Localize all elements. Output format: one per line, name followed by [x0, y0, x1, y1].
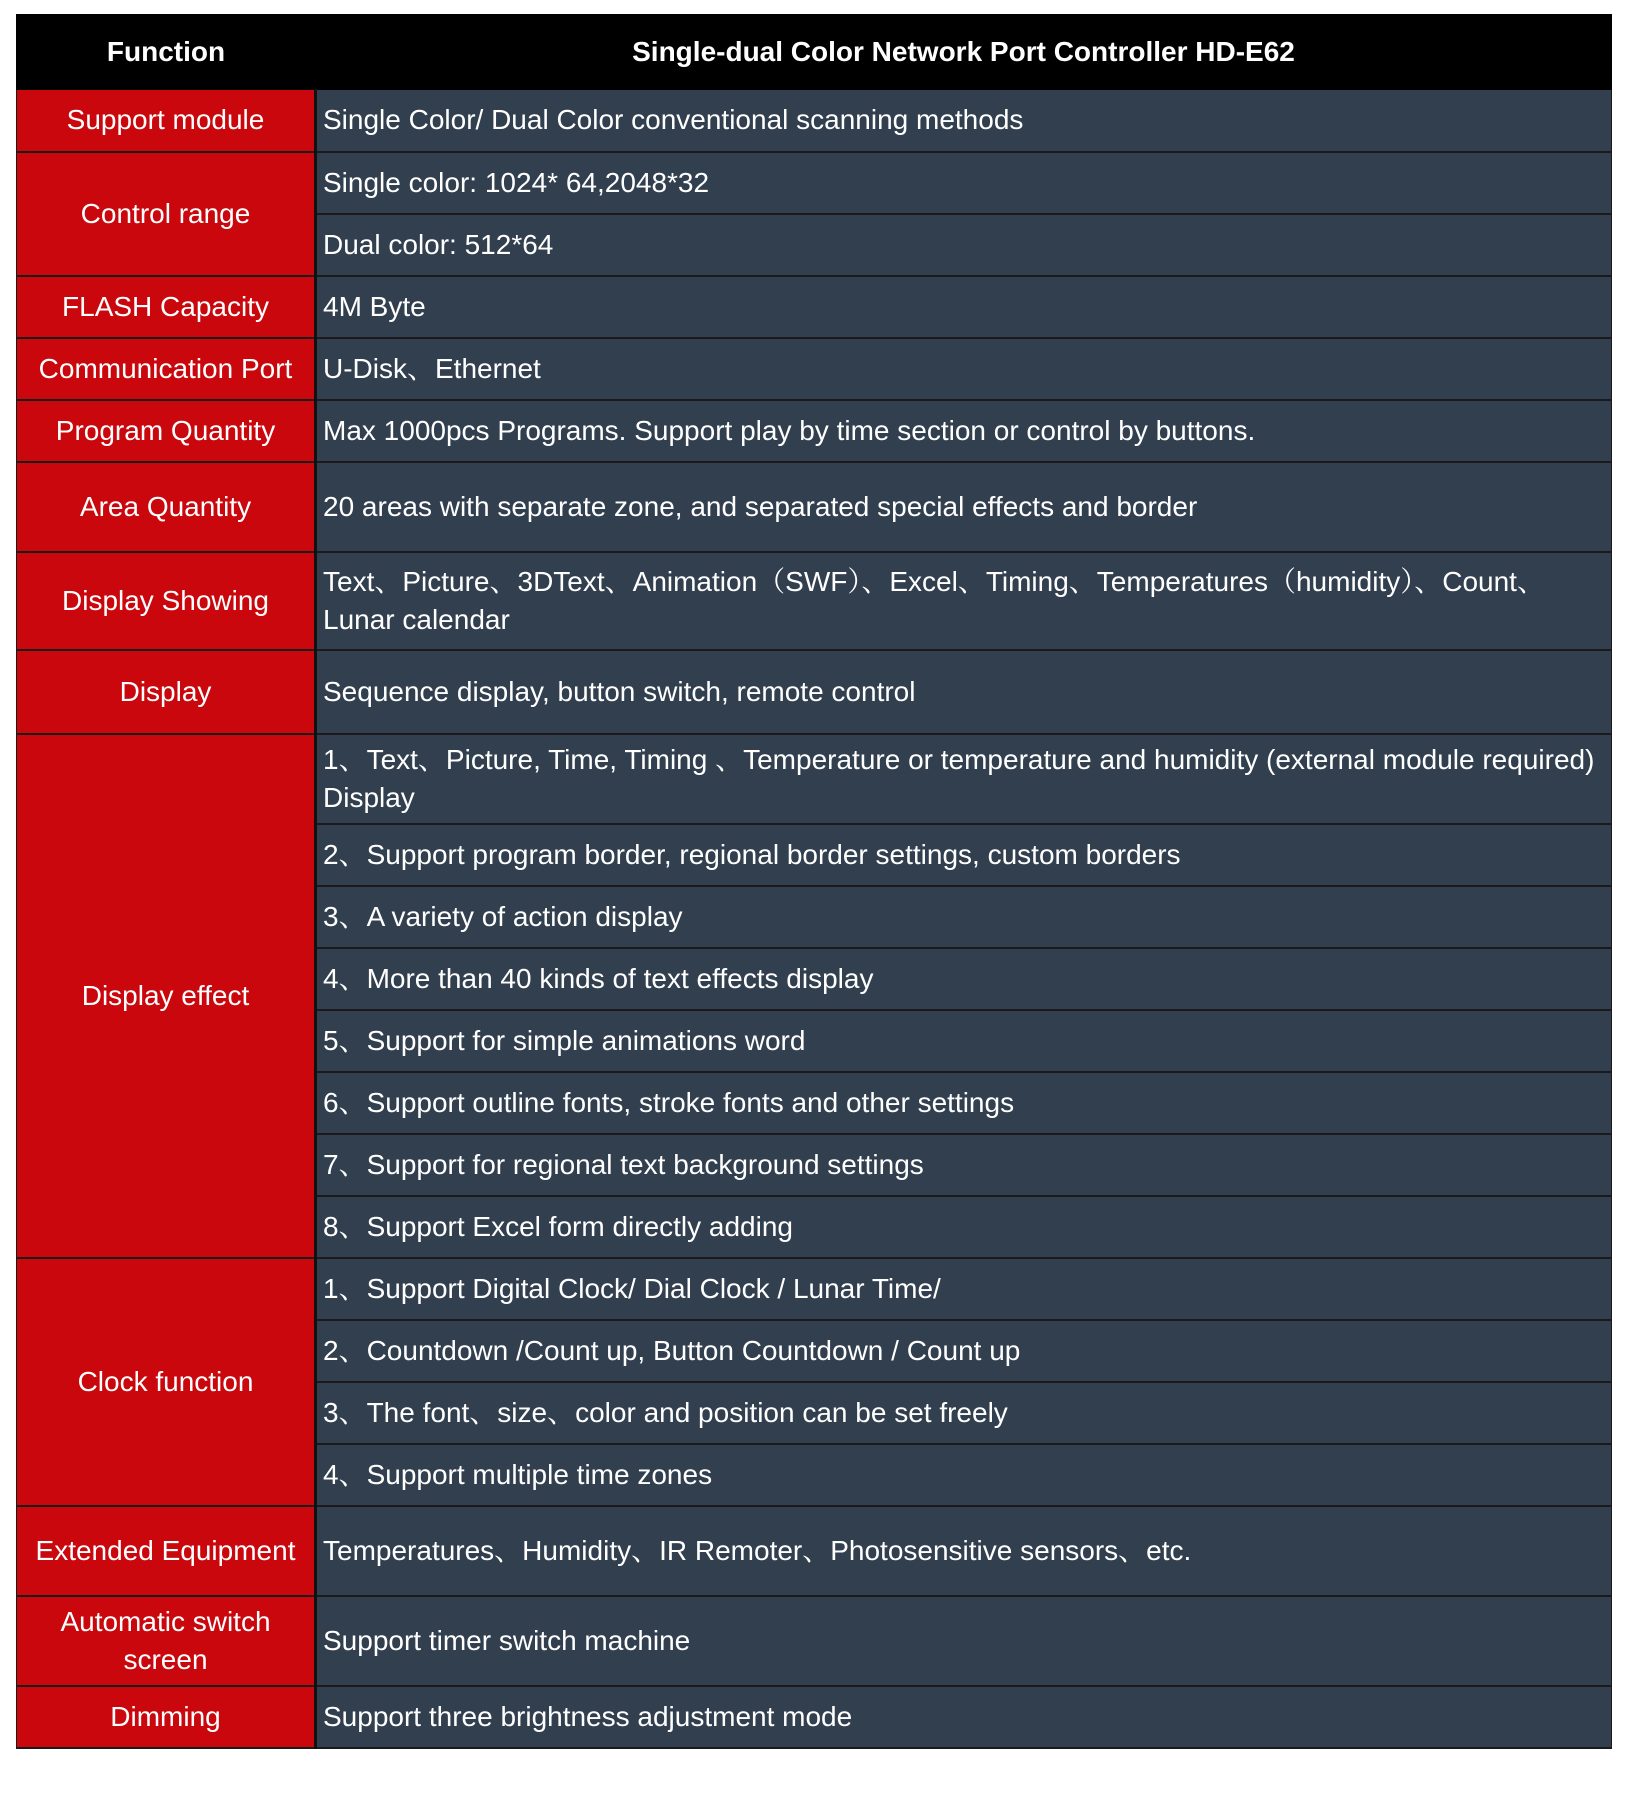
table-row	[17, 552, 1612, 650]
row-value	[316, 214, 1612, 276]
value-text: 4、More than 40 kinds of text effects display	[323, 962, 874, 994]
table-row	[17, 650, 1612, 734]
row-label: Clock function	[17, 1258, 316, 1506]
value-text: Sequence display, button switch, remote control	[323, 675, 916, 707]
column-header-product: Single-dual Color Network Port Controller HD-E62	[316, 15, 1612, 90]
table-row	[17, 1506, 1612, 1596]
row-value	[316, 1010, 1612, 1072]
row-value	[316, 1196, 1612, 1258]
row-value	[316, 650, 1612, 734]
row-value	[316, 462, 1612, 552]
value-text: 4M Byte	[323, 290, 426, 322]
spec-table	[16, 14, 1612, 1749]
table-row	[17, 338, 1612, 400]
row-value	[316, 90, 1612, 152]
table-row	[17, 276, 1612, 338]
row-value	[316, 824, 1612, 886]
row-label: Support module	[17, 90, 316, 152]
value-text: 6、Support outline fonts, stroke fonts and other settings	[323, 1086, 1015, 1118]
row-label: Area Quantity	[17, 462, 316, 552]
value-text: 1、Text、Picture, Time, Timing 、Temperature or temperature and humidity (external module required) Display	[323, 743, 1595, 813]
value-text: Support three brightness adjustment mode	[323, 1700, 853, 1732]
value-text: U-Disk、Ethernet	[323, 352, 541, 384]
table-header-row	[17, 15, 1612, 90]
value-text: 2、Support program border, regional border settings, custom borders	[323, 838, 1181, 870]
row-value	[316, 338, 1612, 400]
value-text: 3、A variety of action display	[323, 900, 683, 932]
row-label: Extended Equipment	[17, 1506, 316, 1596]
value-text: Max 1000pcs Programs. Support play by time section or control by buttons.	[323, 414, 1256, 446]
value-text: Single color: 1024* 64,2048*32	[323, 166, 710, 198]
row-label: Dimming	[17, 1686, 316, 1748]
table-row	[17, 152, 1612, 214]
value-text: Support timer switch machine	[323, 1624, 691, 1656]
row-label: Display	[17, 650, 316, 734]
row-value	[316, 1506, 1612, 1596]
value-text: 4、Support multiple time zones	[323, 1458, 713, 1490]
table-row	[17, 1686, 1612, 1748]
table-row	[17, 400, 1612, 462]
row-value	[316, 1382, 1612, 1444]
row-value	[316, 1258, 1612, 1320]
row-label: Control range	[17, 152, 316, 276]
value-text: 1、Support Digital Clock/ Dial Clock / Lunar Time/	[323, 1272, 941, 1304]
value-text: 5、Support for simple animations word	[323, 1024, 806, 1056]
table-row	[17, 90, 1612, 152]
row-value	[316, 1134, 1612, 1196]
row-value	[316, 400, 1612, 462]
table-row	[17, 462, 1612, 552]
row-value	[316, 734, 1612, 824]
table-row	[17, 1596, 1612, 1686]
row-value	[316, 1320, 1612, 1382]
value-text: 8、Support Excel form directly adding	[323, 1210, 793, 1242]
value-text: Temperatures、Humidity、IR Remoter、Photosensitive sensors、etc.	[323, 1534, 1192, 1566]
row-value	[316, 1072, 1612, 1134]
table-row	[17, 734, 1612, 824]
row-value	[316, 1444, 1612, 1506]
value-text: 20 areas with separate zone, and separated special effects and border	[323, 490, 1198, 522]
value-text: 7、Support for regional text background settings	[323, 1148, 924, 1180]
row-value	[316, 1596, 1612, 1686]
row-label: Display Showing	[17, 552, 316, 650]
row-label: Communication Port	[17, 338, 316, 400]
row-value	[316, 552, 1612, 650]
value-text: 3、The font、size、color and position can be set freely	[323, 1396, 1008, 1428]
value-text: Dual color: 512*64	[323, 228, 554, 260]
row-label: Display effect	[17, 734, 316, 1258]
row-value	[316, 948, 1612, 1010]
row-value	[316, 276, 1612, 338]
table-row	[17, 1258, 1612, 1320]
row-label: Program Quantity	[17, 400, 316, 462]
row-value	[316, 1686, 1612, 1748]
value-text: 2、Countdown /Count up, Button Countdown / Count up	[323, 1334, 1021, 1366]
row-value	[316, 152, 1612, 214]
value-text: Text、Picture、3DText、Animation（SWF）、Excel、Timing、Temperatures（humidity）、Count、Lunar calendar	[323, 565, 1545, 635]
row-label: Automatic switch screen	[17, 1596, 316, 1686]
column-header-function: Function	[17, 15, 316, 90]
row-label: FLASH Capacity	[17, 276, 316, 338]
row-value	[316, 886, 1612, 948]
value-text: Single Color/ Dual Color conventional scanning methods	[323, 104, 1024, 136]
